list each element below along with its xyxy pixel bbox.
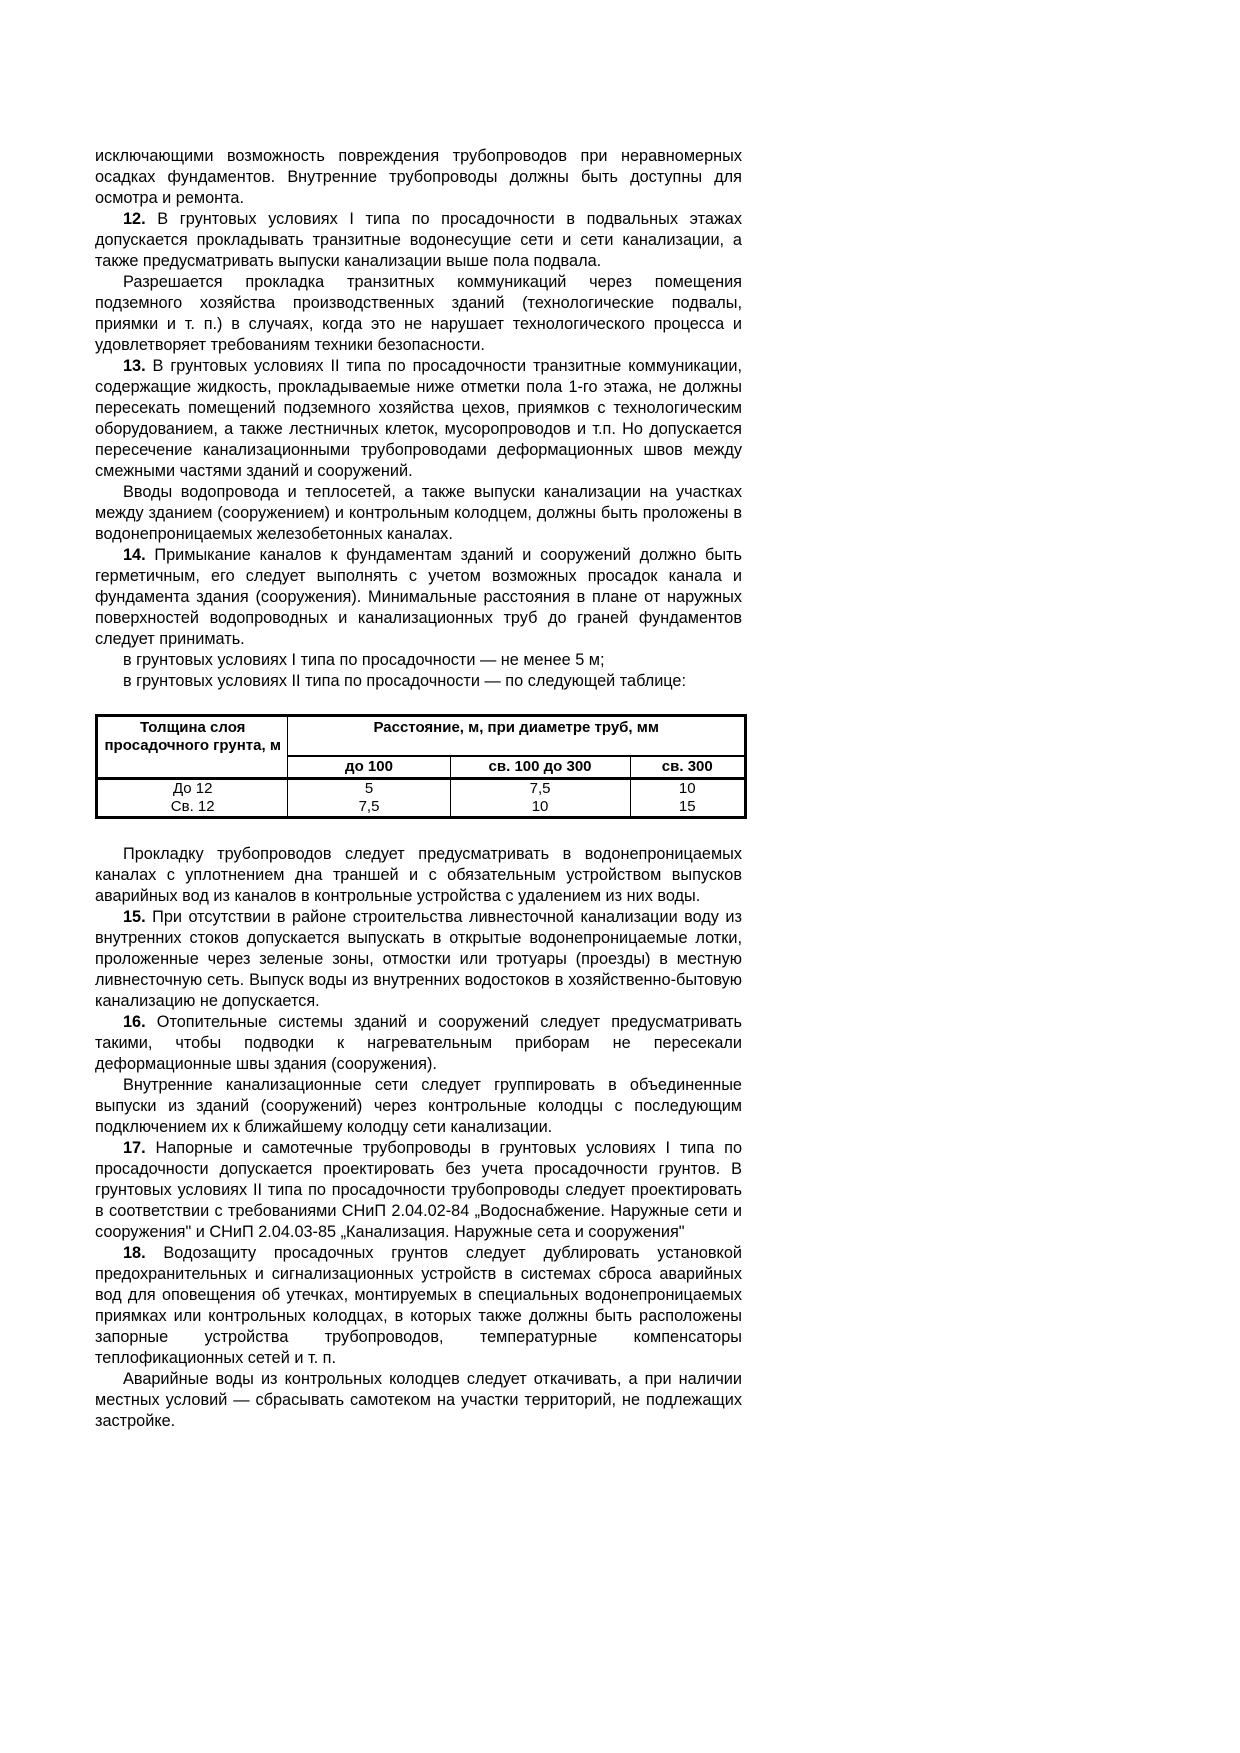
paragraph-text: в грунтовых условиях II типа по просадочности — по следующей таблице: — [123, 672, 687, 690]
paragraph — [95, 146, 742, 209]
paragraph — [95, 482, 742, 545]
paragraph-text: Прокладку трубопроводов следует предусматривать в водонепроницаемых каналах с уплотнением дна траншей и с обязательным устройством выпусков аварийных вод из каналов в контрольные устройства с удалением из них воды. — [95, 845, 742, 905]
paragraph — [95, 1243, 742, 1369]
paragraph-text: Напорные и самотечные трубопроводы в грунтовых условиях I типа по просадочности допускается проектировать без учета просадочности грунтов. В грунтовых условиях II типа по просадочности трубопроводы следует проектировать в соответствии с требованиями СНиП 2.04.02-84 „Водоснабжение. Наружные сети и сооружения" и СНиП 2.04.03-85 „Канализация. Наружные сета и сооружения" — [95, 1139, 742, 1241]
table-row — [97, 779, 746, 799]
paragraph-text: Отопительные системы зданий и сооружений следует предусматривать такими, чтобы подводки к нагревательным приборам не пересекали деформационные швы здания (сооружения). — [95, 1013, 742, 1073]
paragraph — [95, 545, 742, 650]
paragraph-text: Водозащиту просадочных грунтов следует дублировать установкой предохранительных и сигнализационных устройств в системах сброса аварийных вод для оповещения об утечках, монтируемых в специальных водонепроницаемых приямках или контрольных колодцах, в которых также должны быть расположены запорные устройства трубопроводов, температурные компенсаторы теплофикационных сетей и т. п. — [95, 1244, 742, 1367]
paragraph-text: Примыкание каналов к фундаментам зданий и сооружений должно быть герметичным, его следует выполнять с учетом возможных просадок канала и фундамента здания (сооружения). Минимальные расстояния в плане от наружных поверхностей водопроводных и канализационных труб до граней фундаментов следует принимать. — [95, 546, 742, 648]
paragraph-text: При отсутствии в районе строительства ливнесточной канализации воду из внутренних стоков допускается выпускать в открытые водонепроницаемые лотки, проложенные через зеленые зоны, отмостки или тротуары (проезды) в местную ливнесточную сеть. Выпуск воды из внутренних водостоков в хозяйственно-бытовую канализацию не допускается. — [95, 908, 742, 1010]
paragraph-text: Аварийные воды из контрольных колодцев следует откачивать, а при наличии местных условий — сбрасывать самотеком на участки территорий, не подлежащих застройке. — [95, 1370, 742, 1430]
column-header-diameter: до 100 — [288, 756, 450, 779]
paragraph-text: исключающими возможность повреждения трубопроводов при неравномерных осадках фундаментов. Внутренние трубопроводы должны быть доступны для осмотра и ремонта. — [95, 147, 742, 207]
clause-number: 15. — [123, 908, 146, 926]
clause-number: 16. — [123, 1013, 146, 1031]
clause-number: 13. — [123, 357, 146, 375]
document-page — [95, 146, 742, 1432]
clause-number: 14. — [123, 546, 146, 564]
paragraph — [95, 272, 742, 356]
table-cell: До 12 — [97, 779, 288, 799]
clause-number: 12. — [123, 210, 146, 228]
table-cell: 10 — [450, 798, 630, 818]
paragraph — [95, 671, 742, 692]
column-header-thickness: Толщина слоя просадочного грунта, м — [97, 716, 288, 779]
paragraph-text: в грунтовых условиях I типа по просадочности — не менее 5 м; — [123, 651, 605, 669]
table-cell: 5 — [288, 779, 450, 799]
distance-table-wrapper — [95, 714, 742, 819]
paragraph-text: Вводы водопровода и теплосетей, а также выпуски канализации на участках между зданием (сооружением) и контрольным колодцем, должны быть проложены в водонепроницаемых железобетонных каналах. — [95, 483, 742, 543]
paragraph — [95, 209, 742, 272]
paragraph-text: В грунтовых условиях I типа по просадочности в подвальных этажах допускается прокладывать транзитные водонесущие сети и сети канализации, а также предусматривать выпуски канализации выше пола подвала. — [95, 210, 742, 270]
column-group-header-distance: Расстояние, м, при диаметре труб, мм — [288, 716, 746, 757]
clause-number: 18. — [123, 1244, 146, 1262]
paragraphs-before — [95, 146, 742, 692]
table-cell: 7,5 — [288, 798, 450, 818]
clause-number: 17. — [123, 1139, 146, 1157]
column-header-diameter: св. 300 — [630, 756, 745, 779]
paragraphs-after — [95, 844, 742, 1432]
paragraph-text: Разрешается прокладка транзитных коммуникаций через помещения подземного хозяйства производственных зданий (технологические подвалы, приямки и т. п.) в случаях, когда это не нарушает технологического процесса и удовлетворяет требованиям техники безопасности. — [95, 273, 742, 354]
table-cell: 7,5 — [450, 779, 630, 799]
paragraph-text: Внутренние канализационные сети следует группировать в объединенные выпуски из зданий (сооружений) через контрольные колодцы с последующим подключением их к ближайшему колодцу сети канализации. — [95, 1076, 742, 1136]
paragraph — [95, 1075, 742, 1138]
paragraph-text: В грунтовых условиях II типа по просадочности транзитные коммуникации, содержащие жидкость, прокладываемые ниже отметки пола 1-го этажа, не должны пересекать помещений подземного хозяйства цехов, приямков с технологическим оборудованием, а также лестничных клеток, мусоропроводов и т.п. Но допускается пересечение канализационными трубопроводами деформационных швов между смежными частями зданий и сооружений. — [95, 357, 742, 480]
paragraph — [95, 907, 742, 1012]
column-header-diameter: св. 100 до 300 — [450, 756, 630, 779]
table-cell: Св. 12 — [97, 798, 288, 818]
distance-table — [95, 714, 747, 819]
paragraph — [95, 356, 742, 482]
paragraph — [95, 1369, 742, 1432]
table-row — [97, 798, 746, 818]
table-cell: 10 — [630, 779, 745, 799]
table-cell: 15 — [630, 798, 745, 818]
paragraph — [95, 1138, 742, 1243]
paragraph — [95, 844, 742, 907]
paragraph — [95, 1012, 742, 1075]
paragraph — [95, 650, 742, 671]
